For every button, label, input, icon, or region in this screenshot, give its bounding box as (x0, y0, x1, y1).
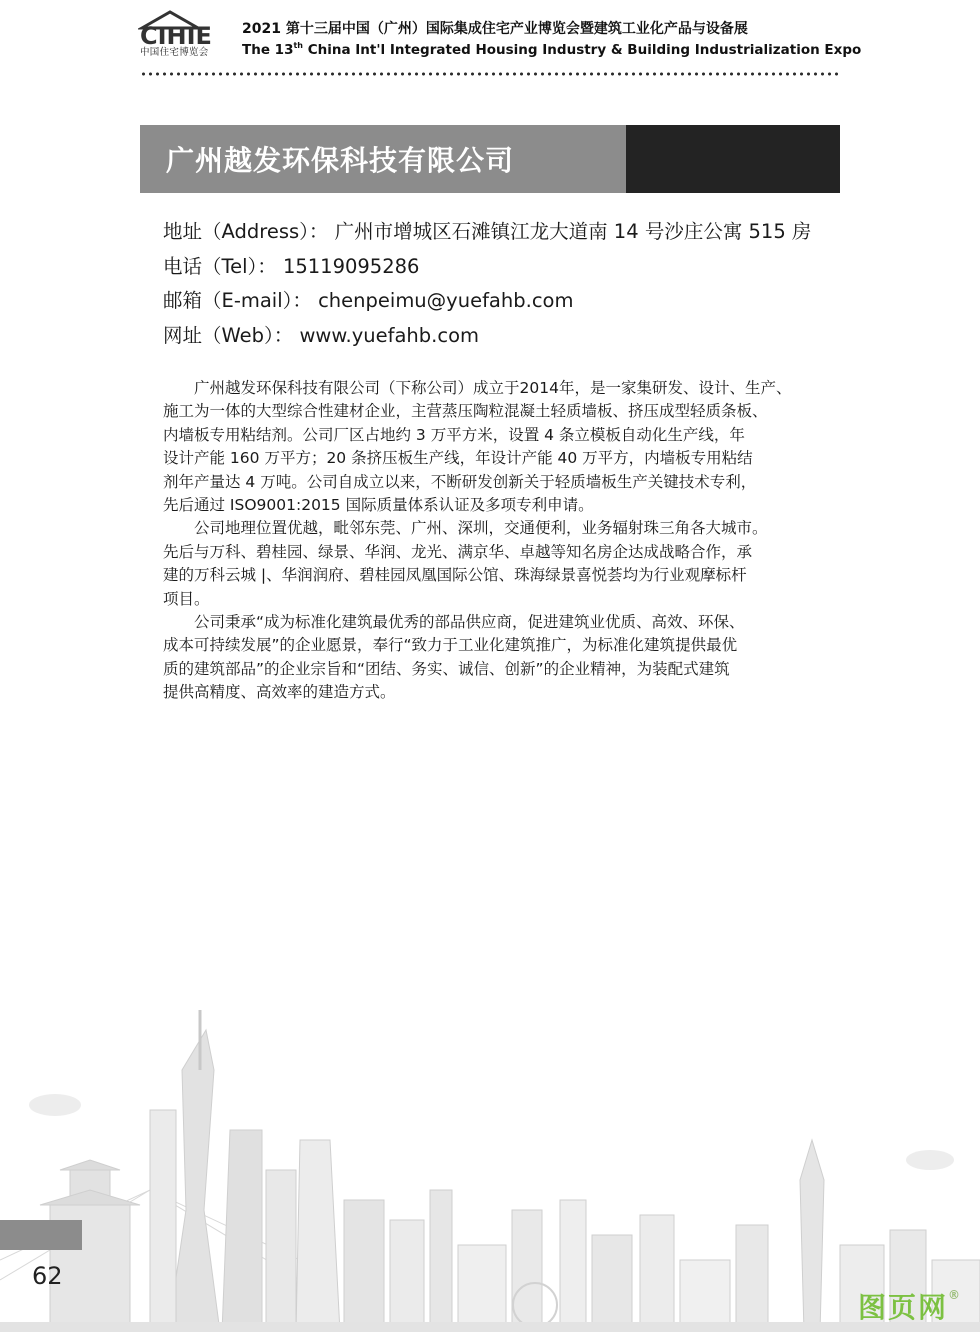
body-line: 公司地理位置优越，毗邻东莞、广州、深圳，交通便利，业务辐射珠三角各大城市。 (163, 519, 768, 538)
city-skyline-illustration (0, 1010, 980, 1332)
email-line: 邮箱（E-mail）： chenpeimu@yuefahb.com (163, 289, 574, 312)
body-line: 项目。 (163, 589, 210, 608)
logo-subtitle: 中国住宅博览会 (140, 47, 209, 58)
page-number-tab (0, 1220, 82, 1250)
body-line: 设计产能 160 万平方；20 条挤压板生产线，年设计产能 40 万平方，内墙板专用粘结 (163, 449, 753, 468)
page-number: 62 (32, 1262, 63, 1290)
logo-text: CIHIE (140, 22, 212, 46)
body-line: 内墙板专用粘结剂。公司厂区占地约 3 万平方米，设置 4 条立模板自动化生产线，年 (163, 425, 745, 444)
body-line: 质的建筑部品”的企业宗旨和“团结、务实、诚信、创新”的企业精神，为装配式建筑 (163, 659, 730, 678)
expo-title-cn: 2021 第十三届中国（广州）国际集成住宅产业博览会暨建筑工业化产品与设备展 (242, 21, 748, 37)
address-line: 地址（Address）： 广州市增城区石滩镇江龙大道南 14 号沙庄公寓 515 房 (163, 220, 812, 243)
body-line: 先后与万科、碧桂园、绿景、华润、龙光、满京华、卓越等知名房企达成战略合作，承 (163, 542, 753, 561)
band-dark-block (626, 125, 840, 193)
contact-info (163, 216, 811, 354)
body-line: 提供高精度、高效率的建造方式。 (163, 683, 396, 702)
company-description (163, 377, 823, 704)
body-line: 施工为一体的大型综合性建材企业，主营蒸压陶粒混凝土轻质墙板、挤压成型轻质条板、 (163, 402, 768, 421)
dotted-divider (140, 72, 840, 76)
body-line: 剂年产量达 4 万吨。公司自成立以来，不断研发创新关于轻质墙板生产关键技术专利， (163, 472, 757, 491)
site-watermark: 图页网® (858, 1288, 963, 1324)
company-name: 广州越发环保科技有限公司 (166, 144, 515, 177)
body-line: 广州越发环保科技有限公司（下称公司）成立于2014年，是一家集研发、设计、生产、 (163, 379, 792, 397)
phone-line: 电话（Tel）： 15119095286 (163, 254, 420, 278)
body-line: 先后通过 ISO9001:2015 国际质量体系认证及多项专利申请。 (163, 495, 594, 514)
web-line: 网址（Web）： www.yuefahb.com (163, 323, 480, 347)
body-line: 成本可持续发展”的企业愿景，奉行“致力于工业化建筑推广，为标准化建筑提供最优 (163, 636, 738, 655)
body-line: 建的万科云城 |、华润润府、碧桂园凤凰国际公馆、珠海绿景喜悦荟均为行业观摩标杆 (163, 566, 747, 585)
company-title-band (140, 125, 840, 193)
expo-title-en: The 13th China Int'l Integrated Housing Industry & Building Industrialization Expo (242, 41, 862, 58)
body-line: 公司秉承“成为标准化建筑最优秀的部品供应商，促进建筑业优质、高效、环保、 (163, 612, 745, 631)
